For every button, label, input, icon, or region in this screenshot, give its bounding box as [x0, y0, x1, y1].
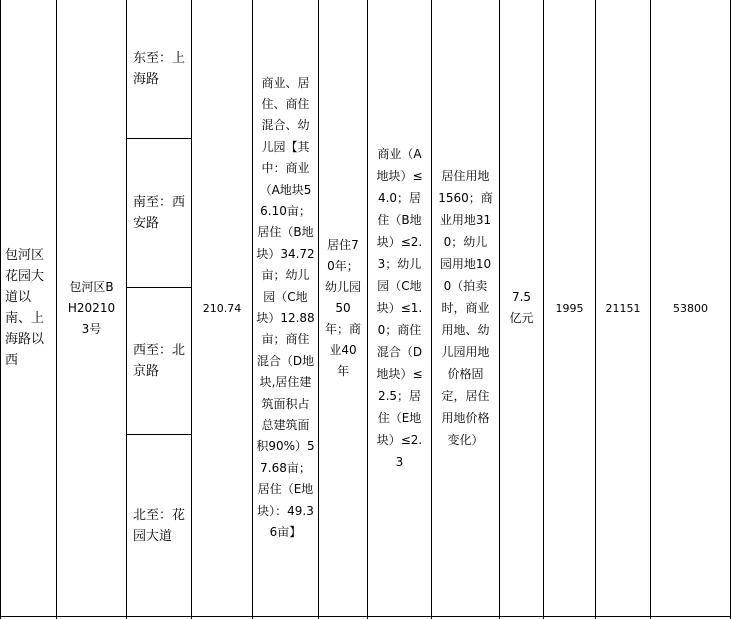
table-bottom-border [0, 616, 731, 617]
plot-id-cell [57, 0, 126, 616]
value-cell-2 [596, 0, 650, 616]
value-cell-3 [651, 0, 730, 616]
usage-cell [253, 0, 318, 616]
area-cell [192, 0, 252, 616]
bounds-north-text: 北至：花园大道 [133, 507, 186, 544]
value-cell-1 [544, 0, 595, 616]
term-text: 居住70年；幼儿园50年；商业40年 [325, 237, 362, 378]
bounds-west-text: 西至：北京路 [133, 343, 186, 379]
location-text: 包河区花园大道以南、上海路以西 [5, 248, 45, 368]
bounds-south-cell [127, 139, 191, 287]
usage-text: 商业、居住、商住混合、幼儿园【其中：商业（A地块56.10亩；居住（B地块）34.72亩；幼儿园（C地块）12.88亩；商住混合（D地块,居住建筑面积占总建筑面积90%）57.68亩；居住（E地块）：49.36亩】 [256, 75, 315, 540]
area-text: 210.74 [202, 301, 242, 315]
price-note-text: 居住用地1560；商业用地310；幼儿园用地100（拍卖时，商业用地、幼儿园用地价格固定，居住用地价格变化） [438, 169, 493, 447]
term-cell [319, 0, 367, 616]
bounds-east-cell [127, 0, 191, 138]
bounds-south-text: 南至：西安路 [133, 195, 186, 231]
plot-ratio-cell [368, 0, 431, 616]
value-text-3: 53800 [673, 301, 708, 315]
bounds-north-cell [127, 435, 191, 616]
plot-ratio-text: 商业（A地块）≤4.0；居住（B地块）≤2.3；幼儿园（C地块）≤1.0；商住混合（D地块）≤2.5；居住（E地块）≤2.3 [376, 147, 423, 469]
value-text-1: 1995 [555, 301, 584, 315]
start-price-text: 7.5亿元 [509, 290, 534, 325]
bounds-west-cell [127, 288, 191, 434]
table-border [730, 0, 731, 619]
bounds-east-text: 东至：上海路 [133, 51, 186, 87]
price-note-cell [432, 0, 499, 616]
value-text-2: 21151 [605, 301, 641, 315]
location-cell [1, 0, 56, 616]
start-price-cell [500, 0, 543, 616]
plot-id-text: 包河区BH202103号 [67, 279, 116, 336]
